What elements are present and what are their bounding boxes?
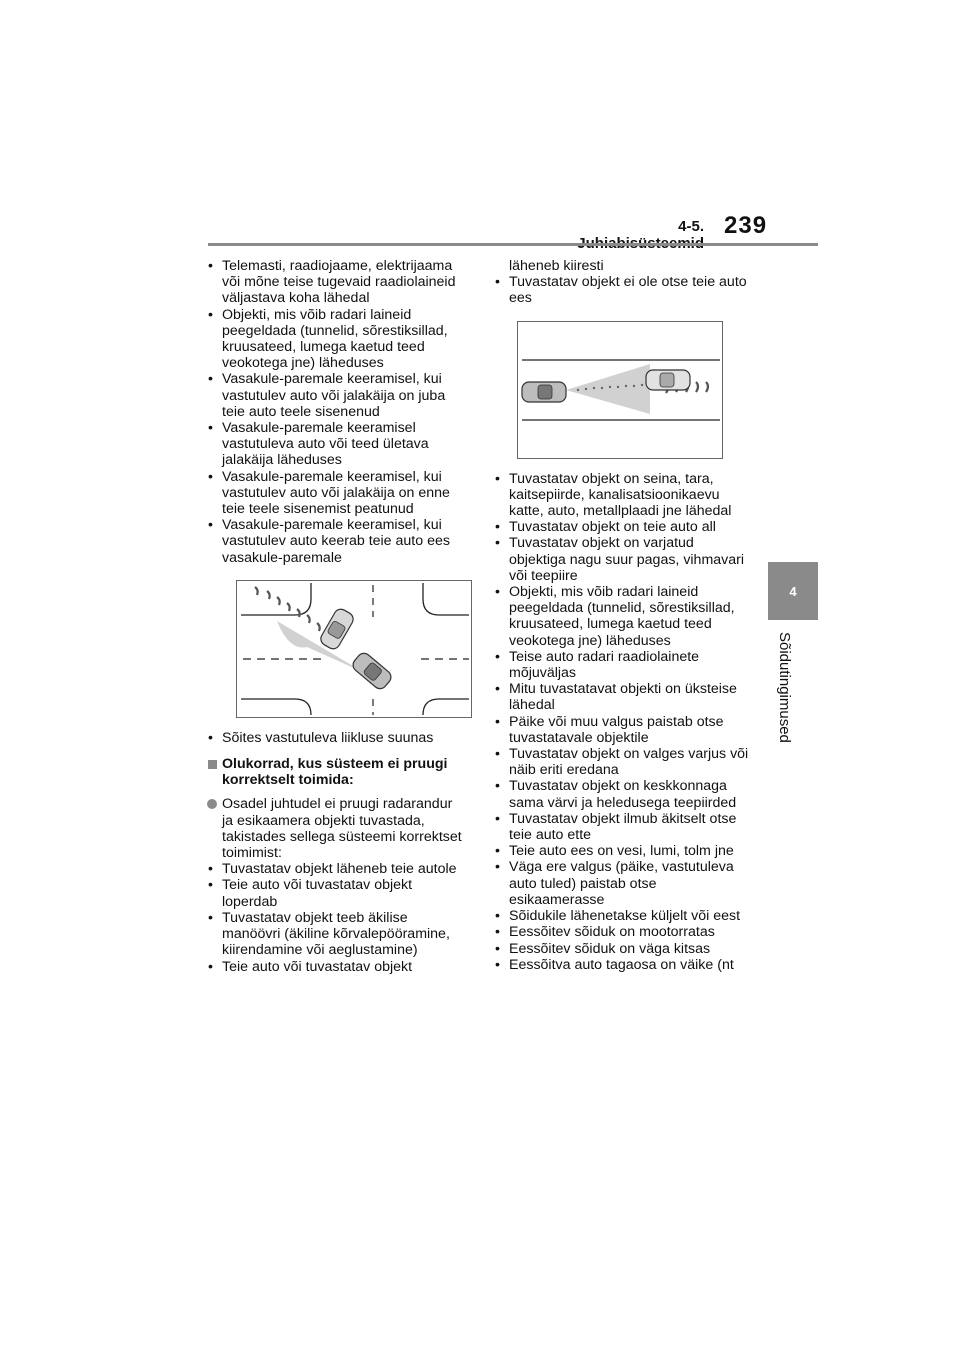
chapter-number: 4 [789,583,797,599]
list-item: • Vasakule-paremale keeramisel, kui vastutulev auto keerab teie auto ees vasakule-paremale [206,517,470,566]
list-item: • Tuvastatav objekt on keskkonnaga sama värvi ja heledusega teepiirded [493,778,757,810]
list-item: • Tuvastatav objekt on varjatud objektiga nagu suur pagas, vihmavari või teepiire [493,535,757,584]
list-item: • Tuvastatav objekt on teie auto all [493,519,757,535]
list-item: • Tuvastatav objekt ilmub äkitselt otse teie auto ette [493,811,757,843]
list-item: • Sõites vastutuleva liikluse suunas [206,730,470,746]
list-item: • Eessõitva auto tagaosa on väike (nt [493,957,757,973]
list-item: • Tuvastatav objekt ei ole otse teie auto ees [493,274,757,306]
header-rule [208,243,818,246]
list-item: • Vasakule-paremale keeramisel vastutuleva auto või teed ületava jalakäija läheduses [206,420,470,469]
left-bottom-list [206,861,470,974]
right-column [493,258,757,973]
list-item: • Telemasti, raadiojaame, elektrijaama või mõne teise tugevaid raadiolaineid väljastava koha lähedal [206,258,470,307]
right-bullet-list [493,471,757,973]
list-item: • Vasakule-paremale keeramisel, kui vastutulev auto või jalakäija on enne teie teele sisenemist peatunud [206,469,470,518]
list-item: • Mitu tuvastatavat objekti on üksteise lähedal [493,681,757,713]
page-number: 239 [724,212,768,239]
list-item: • Objekti, mis võib radari laineid peegeldada (tunnelid, sõrestiksillad, kruusateed, lumega kaetud teed veokotega jne) läheduses [493,584,757,649]
list-item: • Teie auto või tuvastatav objekt loperdab [206,877,470,909]
continued-text: läheneb kiiresti [509,258,604,274]
list-item: • Objekti, mis võib radari laineid peegeldada (tunnelid, sõrestiksillad, kruusateed, lumega kaetud teed veokotega jne) läheduses [206,307,470,372]
chapter-label: Sõidutingimused [776,632,793,743]
intersection-turn-illustration [236,580,472,718]
offset-vehicle-illustration [517,321,723,459]
intro-paragraph: Osadel juhtudel ei pruugi radarandur ja esikaamera objekti tuvastada, takistades sellega süsteemi korrektset toimimist: [206,796,470,861]
list-item: • Eessõitev sõiduk on väga kitsas [493,941,757,957]
left-column [206,258,470,975]
list-item: • Sõidukile lähenetakse küljelt või eest [493,908,757,924]
list-item: • Tuvastatav objekt on seina, tara, kaitsepiirde, kanalisatsioonikaevu katte, auto, metallplaadi jne lähedal [493,471,757,520]
list-item: • Tuvastatav objekt on valges varjus või näib eriti eredana [493,746,757,778]
chapter-tab[interactable] [768,562,818,620]
list-item: • Väga ere valgus (päike, vastutuleva auto tuled) paistab otse esikaamerasse [493,859,757,908]
offset-vehicle-diagram [518,322,722,458]
list-item: • Eessõitev sõiduk on mootorratas [493,924,757,940]
list-item: • Päike või muu valgus paistab otse tuvastatavale objektile [493,714,757,746]
section-heading: Olukorrad, kus süsteem ei pruugi korrektselt toimida: [206,756,470,788]
left-bullet-list [206,258,470,566]
intersection-diagram [237,581,471,717]
list-item: • Teise auto radari raadiolainete mõjuväljas [493,649,757,681]
list-item: • Tuvastatav objekt läheneb teie autole [206,861,470,877]
list-item: • Teie auto ees on vesi, lumi, tolm jne [493,843,757,859]
list-item: • Vasakule-paremale keeramisel, kui vastutulev auto või jalakäija on juba teie auto teele sisenenud [206,371,470,420]
section-title: 4-5. [678,218,704,235]
list-item: • Teie auto või tuvastatav objekt [206,959,470,975]
list-item: • Tuvastatav objekt teeb äkilise manöövri (äkiline kõrvalepööramine, kiirendamine või aeglustamine) [206,910,470,959]
